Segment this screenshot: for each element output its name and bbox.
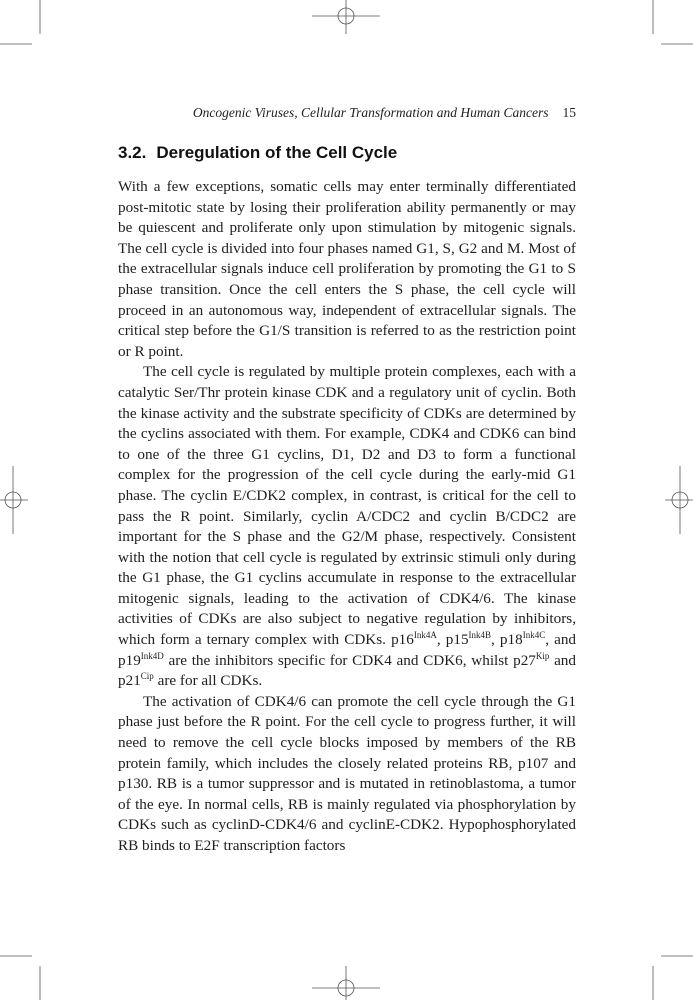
section-title: Deregulation of the Cell Cycle <box>156 143 398 162</box>
paragraph-3: The activation of CDK4/6 can promote the cell cycle through the G1 phase just before the R point. For the cell cycle to progress further, it will need to remove the cell cycle blocks imposed by members of the RB protein family, which includes the closely related proteins RB, p107 and p130. RB is a tumor suppressor and is mutated in retinoblastoma, a tumor of the eye. In normal cells, RB is mainly regulated via phosphorylation by CDKs such as cyclinD-CDK4/6 and cyclinE-CDK2. Hypophosphorylated RB binds to E2F transcription factors <box>118 692 576 854</box>
separator: , and <box>545 631 577 649</box>
p18-name: p18 <box>499 631 523 649</box>
separator: , <box>436 631 446 649</box>
p18-superscript: Ink4C <box>522 630 546 641</box>
p27-superscript: Kip <box>535 650 550 661</box>
p19-superscript: Ink4D <box>140 650 164 661</box>
p15-superscript: Ink4B <box>468 630 492 641</box>
p15-name: p15 <box>445 631 469 649</box>
section-number: 3.2. <box>118 143 147 162</box>
p27-name: p27 <box>513 651 536 669</box>
p19-name: p19 <box>118 651 141 669</box>
paragraph-2-text-d: are for all CDKs. <box>153 672 263 690</box>
paragraph-1: With a few exceptions, somatic cells may enter terminally differentiated post-mitotic state by losing their proliferation ability permanently or may be quiescent and proliferate only upon stimulation by mitogenic signals. The cell cycle is divided into four phases named G1, S, G2 and M. Most of the extracellular signals induce cell proliferation by promoting the G1 to S phase transition. Once the cell enters the S phase, the cell cycle will proceed in an autonomous way, independent of extracellular signals. The critical step before the G1/S transition is referred to as the restriction point or R point. <box>118 178 576 360</box>
section-heading <box>118 143 397 163</box>
paragraph-2-text-b: are the inhibitors specific for CDK4 and CDK6, whilst <box>163 651 514 669</box>
paragraph-2 <box>118 362 576 692</box>
body-text <box>118 177 576 857</box>
separator: , <box>491 631 500 649</box>
p16-superscript: Ink4A <box>413 630 437 641</box>
running-head-title: Oncogenic Viruses, Cellular Transformation and Human Cancers <box>192 105 549 120</box>
p21-name: p21 <box>118 672 141 690</box>
paragraph-2-text-a: The cell cycle is regulated by multiple protein complexes, each with a catalytic Ser/Thr protein kinase CDK and a regulatory unit of cyclin. Both the kinase activity and the substrate specificity of CDKs are determined by the cyclins associated with them. For example, CDK4 and CDK6 can bind to one of the three G1 cyclins, D1, D2 and D3 to form a functional complex for the progression of the cell cycle during the early-mid G1 phase. The cyclin E/CDK2 complex, in contrast, is critical for the cell to pass the R point. Similarly, cyclin A/CDC2 and cyclin B/CDC2 are important for the S phase and the G2/M phase, respectively. Consistent with the notion that cell cycle is regulated by extrinsic stimuli only during the G1 phase, the G1 cyclins accumulate in response to the extracellular mitogenic signals, leading to the activation of CDK4/6. The kinase activities of CDKs are also subject to negative regulation by inhibitors, which form a ternary complex with CDKs. <box>118 363 576 649</box>
p21-superscript: Cip <box>140 671 154 682</box>
p16-name: p16 <box>391 631 414 649</box>
running-head <box>118 105 576 121</box>
page-number: 15 <box>562 105 576 120</box>
paragraph-2-text-c: and <box>549 651 576 669</box>
